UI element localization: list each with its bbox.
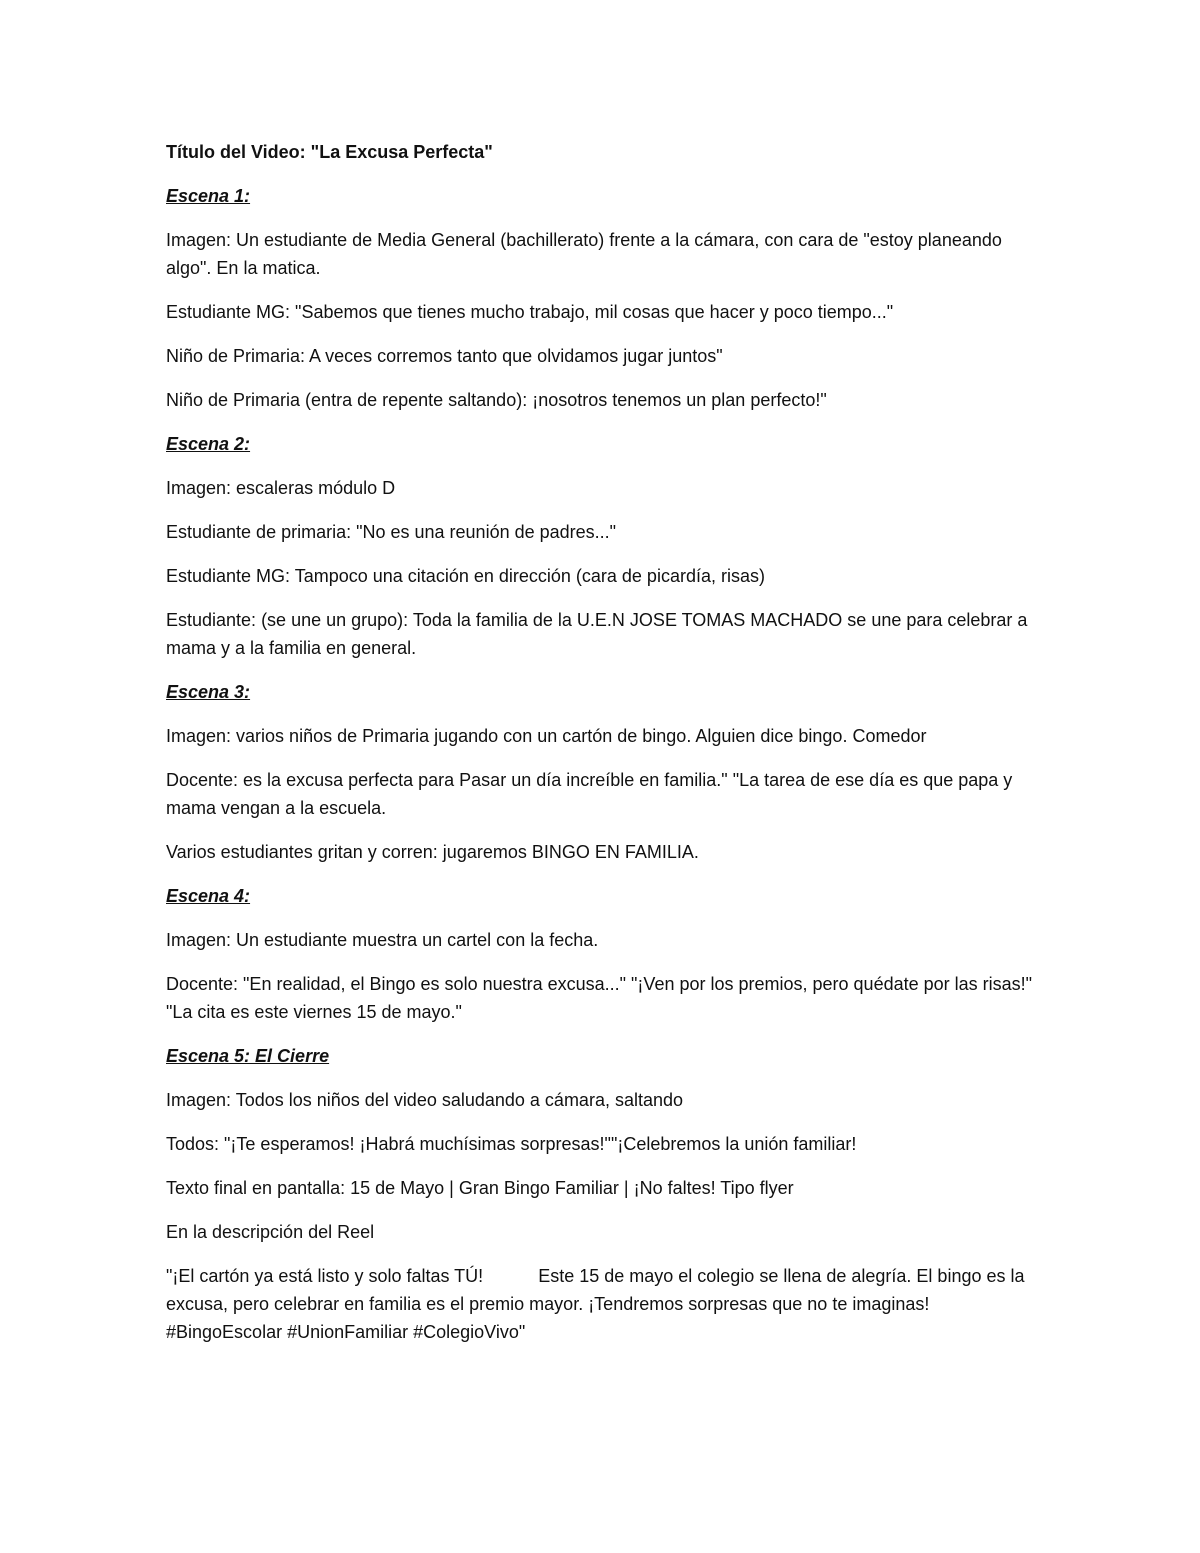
scene-paragraph: Estudiante de primaria: "No es una reunión de padres..." — [166, 522, 617, 542]
scene-heading: Escena 4: — [166, 886, 251, 906]
scene-paragraph: Todos: "¡Te esperamos! ¡Habrá muchísimas sorpresas!""¡Celebremos la unión familiar! — [166, 1134, 857, 1154]
scene-paragraph: Estudiante MG: Tampoco una citación en dirección (cara de picardía, risas) — [166, 566, 765, 586]
scene-heading: Escena 3: — [166, 682, 251, 702]
scene-1 — [166, 182, 1046, 414]
scene-heading: Escena 1: — [166, 186, 251, 206]
scene-2 — [166, 430, 1046, 662]
reel-description: "¡El cartón ya está listo y solo faltas TÚ! Este 15 de mayo el colegio se llena de alegría. El bingo es la excusa, pero celebrar en familia es el premio mayor. ¡Tendremos sorpresas que no te imaginas! #BingoEscolar #UnionFamiliar #ColegioVivo" — [166, 1266, 1030, 1342]
scene-heading: Escena 5: El Cierre — [166, 1046, 330, 1066]
scene-paragraph: Imagen: Todos los niños del video saludando a cámara, saltando — [166, 1090, 684, 1110]
video-title: Título del Video: "La Excusa Perfecta" — [166, 142, 493, 162]
scene-paragraph: Niño de Primaria (entra de repente saltando): ¡nosotros tenemos un plan perfecto!" — [166, 390, 827, 410]
scene-paragraph: Estudiante MG: "Sabemos que tienes mucho trabajo, mil cosas que hacer y poco tiempo..." — [166, 302, 894, 322]
scene-4 — [166, 882, 1046, 1026]
scene-paragraph: Docente: "En realidad, el Bingo es solo nuestra excusa..." "¡Ven por los premios, pero quédate por las risas!" "La cita es este viernes 15 de mayo." — [166, 974, 1038, 1022]
scene-paragraph: Imagen: Un estudiante muestra un cartel con la fecha. — [166, 930, 599, 950]
scene-paragraph: Imagen: Un estudiante de Media General (bachillerato) frente a la cámara, con cara de "estoy planeando algo". En la matica. — [166, 230, 1007, 278]
scene-paragraph: Varios estudiantes gritan y corren: jugaremos BINGO EN FAMILIA. — [166, 842, 699, 862]
scene-paragraph: Niño de Primaria: A veces corremos tanto que olvidamos jugar juntos" — [166, 346, 723, 366]
scene-3 — [166, 678, 1046, 866]
scene-paragraph: Estudiante: (se une un grupo): Toda la familia de la U.E.N JOSE TOMAS MACHADO se une para celebrar a mama y a la familia en general. — [166, 610, 1033, 658]
scene-paragraph: Docente: es la excusa perfecta para Pasar un día increíble en familia." "La tarea de ese día es que papa y mama vengan a la escuela. — [166, 770, 1018, 818]
scene-paragraph: Imagen: escaleras módulo D — [166, 478, 396, 498]
document-page — [166, 138, 1046, 1362]
scene-heading: Escena 2: — [166, 434, 251, 454]
scene-5 — [166, 1042, 1046, 1346]
scene-paragraph: En la descripción del Reel — [166, 1222, 375, 1242]
scene-paragraph: Texto final en pantalla: 15 de Mayo | Gran Bingo Familiar | ¡No faltes! Tipo flyer — [166, 1178, 794, 1198]
scene-paragraph: Imagen: varios niños de Primaria jugando con un cartón de bingo. Alguien dice bingo. Comedor — [166, 726, 927, 746]
